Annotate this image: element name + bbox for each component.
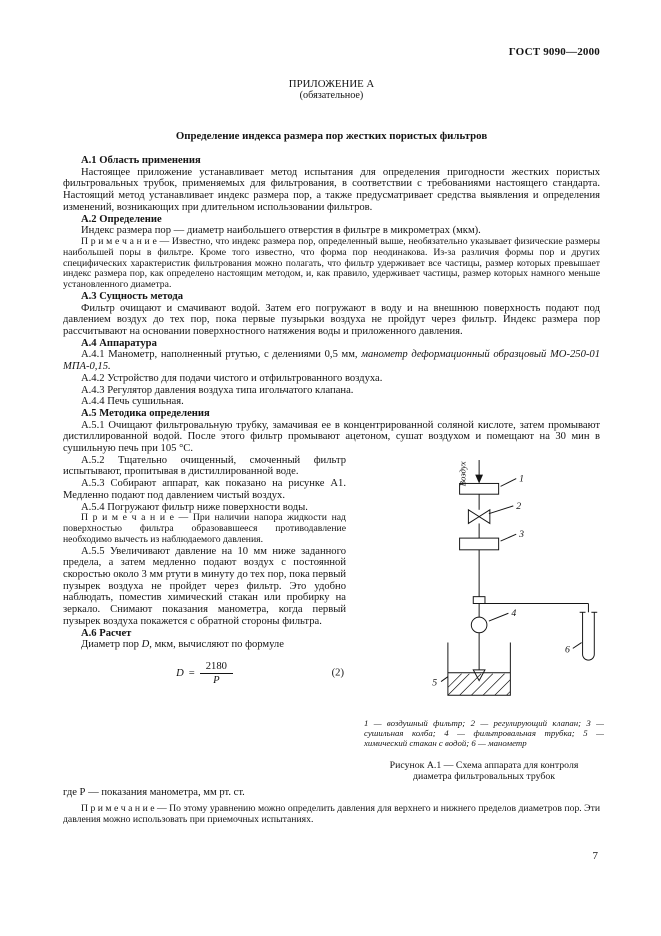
doc-code: ГОСТ 9090—2000 (508, 46, 600, 58)
figure-column (346, 455, 606, 783)
a41-normal: А.4.1 Манометр, наполненный ртутью, с делениями 0,5 мм, (81, 349, 362, 361)
section-a1-heading: А.1 Область применения (81, 155, 201, 166)
a41-italic: манометр деформационный образцовый МО-250-01 МПА-0,15. (63, 349, 600, 373)
section-a54-paragraph: А.5.4 Погружают фильтр ниже поверхности воды. (81, 501, 308, 513)
air-arrowhead (475, 474, 483, 483)
section-a42-paragraph: А.4.2 Устройство для подачи чистого и отфильтрованного воздуха. (81, 372, 383, 384)
filter-tube-bulb (471, 617, 487, 633)
drying-flask-symbol (460, 538, 499, 550)
formula-denominator: P (213, 674, 220, 686)
appendix-qualifier: (обязательное) (299, 90, 364, 101)
section-a6-heading: А.6 Расчет (81, 627, 132, 639)
section-a41-paragraph (63, 349, 600, 372)
pipe-coupling (473, 596, 485, 603)
left-text-column (63, 455, 346, 783)
formula-pore-diameter (63, 661, 346, 686)
water-hatching (448, 674, 510, 695)
formula-body (176, 661, 233, 686)
part-label-6: 6 (565, 644, 570, 656)
valve-symbol (468, 510, 479, 524)
section-a51-paragraph: А.5.1 Очищают фильтровальную трубку, замачивая ее в концентрированной соляной кислоте, затем промывают дистиллированной водой. После этого фильтр промывают ацетоном, сушат воздухом и помещают на 30 мин в сушильную печь при 105 °С. (63, 419, 600, 455)
formula-fraction (200, 661, 233, 686)
a6-var: D (141, 639, 150, 651)
air-flow-label: Воздух (457, 461, 468, 487)
section-a4-heading: А.4 Аппаратура (81, 337, 157, 349)
section-a3-heading: А.3 Сущность метода (81, 290, 184, 302)
appendix-name: ПРИЛОЖЕНИЕ А (288, 78, 375, 90)
a6-post: , мкм, вычисляют по формуле (149, 639, 284, 651)
section-a2-note: П р и м е ч а н и е — Известно, что индекс размера пор, определенный выше, необязательно указывает физические размеры наибольшей поры в фильтре. Кроме того известно, что форма пор неодинакова. Из-за различия формы пор и других специфических характеристик фильтрования можно полагать, что фильтр удерживает все частицы, размер которых превышает индекс размера пор, как определено настоящим методом, и, как правило, удерживает частицы, размер которых намного меньше установленного диаметра. (63, 235, 600, 291)
formula-numerator: 2180 (200, 661, 233, 674)
appendix-header (63, 78, 600, 102)
formula-number: (2) (331, 667, 344, 679)
two-column-layout (63, 454, 604, 783)
formula-variable: D (176, 667, 184, 679)
a6-pre: Диаметр пор (81, 639, 142, 651)
figure-a1 (362, 457, 606, 783)
valve-symbol-right (479, 510, 490, 524)
section-a5-note: П р и м е ч а н и е — При наличии напора жидкости над поверхностью фильтра образовавшееся противодавление необходимо вычесть из наблюдаемого давления. (63, 512, 346, 545)
part-label-4: 4 (511, 607, 517, 619)
filter-tube-tip (473, 670, 485, 681)
section-a5-heading: А.5 Методика определения (81, 407, 210, 419)
part-label-5: 5 (432, 677, 438, 689)
page-title: Определение индекса размера пор жестких пористых фильтров (175, 130, 488, 142)
apparatus-diagram (362, 457, 606, 709)
section-a6-paragraph (63, 639, 346, 651)
formula-where-clause: где Р — показания манометра, мм рт. ст. (63, 786, 245, 798)
section-a55-paragraph: А.5.5 Увеличивают давление на 10 мм ниже заданного предела, а затем медленно подают воздух с постоянной скоростью около 3 мм ртути в минуту до тех пор, пока первый пузырек воздуха не пройдет через фильтр. Это удобно наблюдать, поместив химический стакан или пробирку на зеркало. Снимают показания манометра, когда первый пузырек воздуха покажется с обратной стороны фильтра. (63, 545, 346, 627)
section-a2-paragraph: Индекс размера пор — диаметр наибольшего отверстия в фильтре в микрометрах (мкм). (81, 225, 481, 237)
section-a52-paragraph: А.5.2 Тщательно очищенный, смоченный фильтр испытывают, пропитывая в дистиллированной воде. (63, 454, 346, 478)
formula-equals: = (188, 667, 195, 679)
section-a1-paragraph: Настоящее приложение устанавливает метод испытания для определения пригодности жестких пористых фильтровальных трубок, применяемых для фильтрования, в соответствии с требованиями настоящего стандарта. Настоящий метод устанавливает индекс размера пор, а также предусматривает средства выявления и определения изменений, возникающих при длительном использовании фильтров. (63, 166, 600, 213)
manometer-symbol (583, 612, 595, 660)
section-a53-paragraph: А.5.3 Собирают аппарат, как показано на рисунке А1. Медленно подают под давлением чистый воздух. (63, 478, 346, 501)
section-a3-paragraph: Фильтр очищают и смачивают водой. Затем его погружают в воду и на внешнюю поверхность подают под давлением воздух до тех пор, пока первые пузырьки воздуха не пройдут через фильтр. Индекс размера пор рассчитывают на основании поверхностного натяжения воды и приложенного давления. (63, 302, 600, 338)
section-a44-paragraph: А.4.4 Печь сушильная. (81, 396, 184, 408)
part-label-1: 1 (519, 473, 525, 485)
figure-legend: 1 — воздушный фильтр; 2 — регулирующий клапан; 3 — сушильная колба; 4 — фильтровальная трубка; 5 — химический стакан с водой; 6 — манометр (364, 717, 604, 748)
part-label-3: 3 (519, 528, 525, 540)
part-label-2: 2 (516, 500, 522, 512)
section-a2-heading: А.2 Определение (81, 213, 162, 225)
figure-caption: Рисунок А.1 — Схема аппарата для контроля диаметра фильтровальных трубок (389, 759, 579, 783)
section-a6-note: П р и м е ч а н и е — По этому уравнению можно определить давления для верхнего и нижнего пределов диаметров пор. Эти давления можно использовать при приемочных испытаниях. (63, 803, 600, 826)
section-a43-paragraph: А.4.3 Регулятор давления воздуха типа игольчатого клапана. (81, 384, 354, 396)
page-number: 7 (592, 850, 598, 862)
